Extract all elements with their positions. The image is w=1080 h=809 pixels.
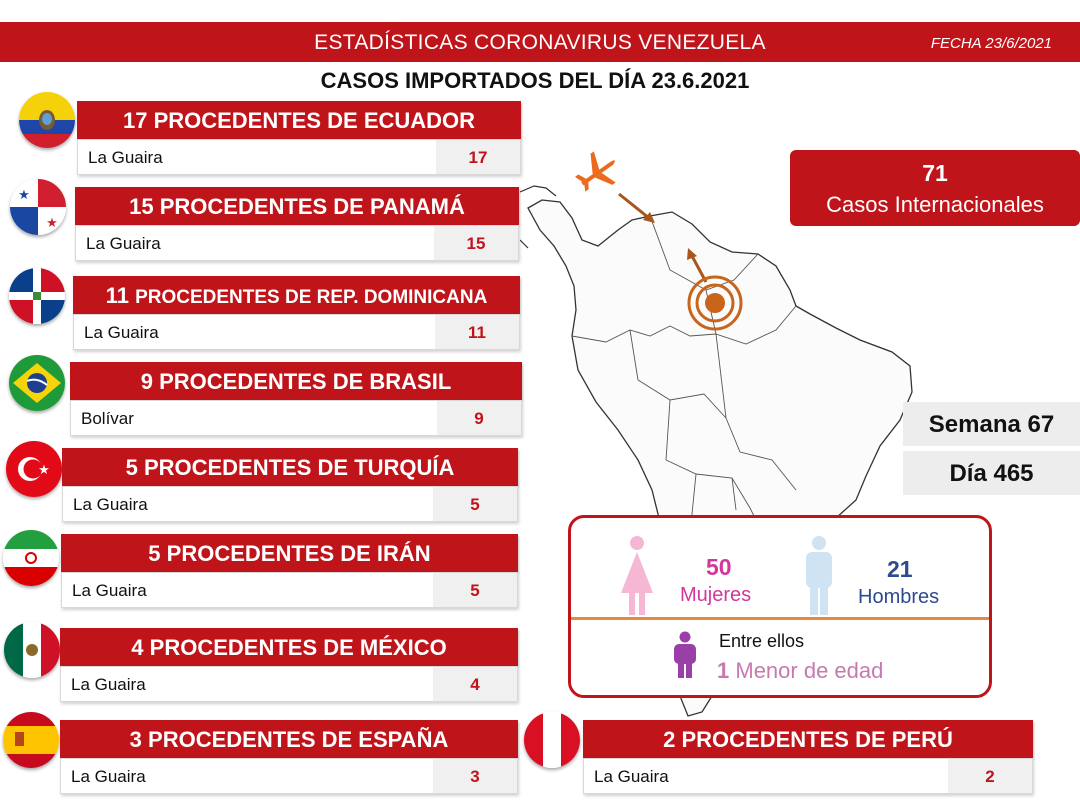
card-value: 15	[434, 226, 518, 260]
gender-breakdown-box	[568, 515, 992, 698]
minor-line	[717, 658, 883, 684]
minor-label: Menor de edad	[735, 658, 884, 683]
card-row	[60, 758, 518, 794]
svg-text:★: ★	[38, 463, 50, 478]
card-count: 5	[148, 541, 161, 566]
international-cases-box	[790, 150, 1080, 226]
card-heading-text: PROCEDENTES DE ECUADOR	[153, 108, 476, 133]
card-count: 2	[663, 727, 676, 752]
international-label: Casos Internacionales	[826, 192, 1044, 217]
card-heading	[60, 628, 518, 666]
card-place: La Guaira	[84, 323, 159, 342]
panama-flag-icon	[10, 179, 66, 235]
ecuador-flag-icon	[19, 92, 75, 148]
card-count: 4	[131, 635, 144, 660]
card-value: 3	[433, 759, 517, 793]
card-value: 17	[436, 140, 520, 174]
minor-intro: Entre ellos	[719, 631, 805, 651]
card-row	[62, 486, 518, 522]
card-row	[61, 572, 518, 608]
card-heading	[60, 720, 518, 758]
card-row	[60, 666, 518, 702]
minor-count: 1	[717, 658, 730, 683]
card-place: La Guaira	[71, 767, 146, 786]
card-count: 9	[140, 369, 153, 394]
dominican-republic-flag-icon	[9, 268, 65, 324]
card-value: 5	[433, 573, 517, 607]
card-heading-text: PROCEDENTES DE MÉXICO	[149, 635, 447, 660]
card-value: 5	[433, 487, 517, 521]
airplane-icon	[574, 148, 624, 194]
card-heading	[62, 448, 518, 486]
page-subtitle: CASOS IMPORTADOS DEL DÍA 23.6.2021	[320, 68, 750, 93]
card-count: 11	[105, 283, 129, 308]
turkey-flag-icon	[6, 441, 62, 497]
card-heading	[70, 362, 522, 400]
women-label: Mujeres	[680, 584, 752, 606]
arrival-arrow-icon	[615, 190, 661, 226]
woman-icon	[619, 535, 655, 617]
men-label: Hombres	[858, 586, 940, 608]
card-count: 17	[122, 108, 148, 133]
svg-text:★: ★	[46, 216, 58, 231]
peru-flag-icon	[524, 712, 580, 768]
card-row	[70, 400, 522, 436]
women-count: 50	[706, 554, 732, 580]
card-place: La Guaira	[73, 495, 148, 514]
child-icon	[671, 631, 699, 679]
card-heading	[75, 187, 519, 225]
card-heading-text: PROCEDENTES DE PERÚ	[681, 727, 953, 752]
card-heading-text: PROCEDENTES DE ESPAÑA	[148, 727, 449, 752]
card-place: La Guaira	[72, 581, 147, 600]
header-bar	[0, 22, 1080, 62]
card-row	[77, 139, 521, 175]
card-row	[583, 758, 1033, 794]
card-place: La Guaira	[71, 675, 146, 694]
international-count: 71	[922, 160, 948, 186]
day-counter: Día 465	[903, 451, 1080, 495]
card-count: 3	[129, 727, 142, 752]
brazil-flag-icon	[9, 355, 65, 411]
card-heading-text: PROCEDENTES DE IRÁN	[166, 541, 431, 566]
card-heading-text: PROCEDENTES DE BRASIL	[159, 369, 452, 394]
page-title: ESTADÍSTICAS CORONAVIRUS VENEZUELA	[314, 31, 766, 54]
card-place: La Guaira	[594, 767, 669, 786]
card-heading-text: PROCEDENTES DE REP. DOMINICANA	[135, 287, 488, 308]
card-heading	[583, 720, 1033, 758]
card-heading	[77, 101, 521, 139]
card-count: 15	[129, 194, 154, 219]
spain-flag-icon	[3, 712, 59, 768]
card-row	[73, 314, 520, 350]
card-place: La Guaira	[86, 234, 161, 253]
card-row	[75, 225, 519, 261]
card-value: 9	[437, 401, 521, 435]
card-heading	[73, 276, 520, 314]
card-heading-text: PROCEDENTES DE PANAMÁ	[159, 194, 465, 219]
card-value: 2	[948, 759, 1032, 793]
location-target-icon	[686, 274, 744, 332]
divider	[571, 617, 989, 620]
card-value: 11	[435, 315, 519, 349]
card-count: 5	[125, 455, 138, 480]
card-place: Bolívar	[81, 409, 134, 428]
report-date: FECHA 23/6/2021	[930, 35, 1052, 52]
card-heading-text: PROCEDENTES DE TURQUÍA	[143, 455, 455, 480]
man-icon	[802, 535, 836, 617]
card-value: 4	[433, 667, 517, 701]
svg-text:★: ★	[18, 188, 30, 203]
card-place: La Guaira	[88, 148, 163, 167]
iran-flag-icon	[3, 530, 59, 586]
card-heading	[61, 534, 518, 572]
men-count: 21	[887, 556, 913, 582]
week-counter: Semana 67	[903, 402, 1080, 446]
mexico-flag-icon	[4, 622, 60, 678]
